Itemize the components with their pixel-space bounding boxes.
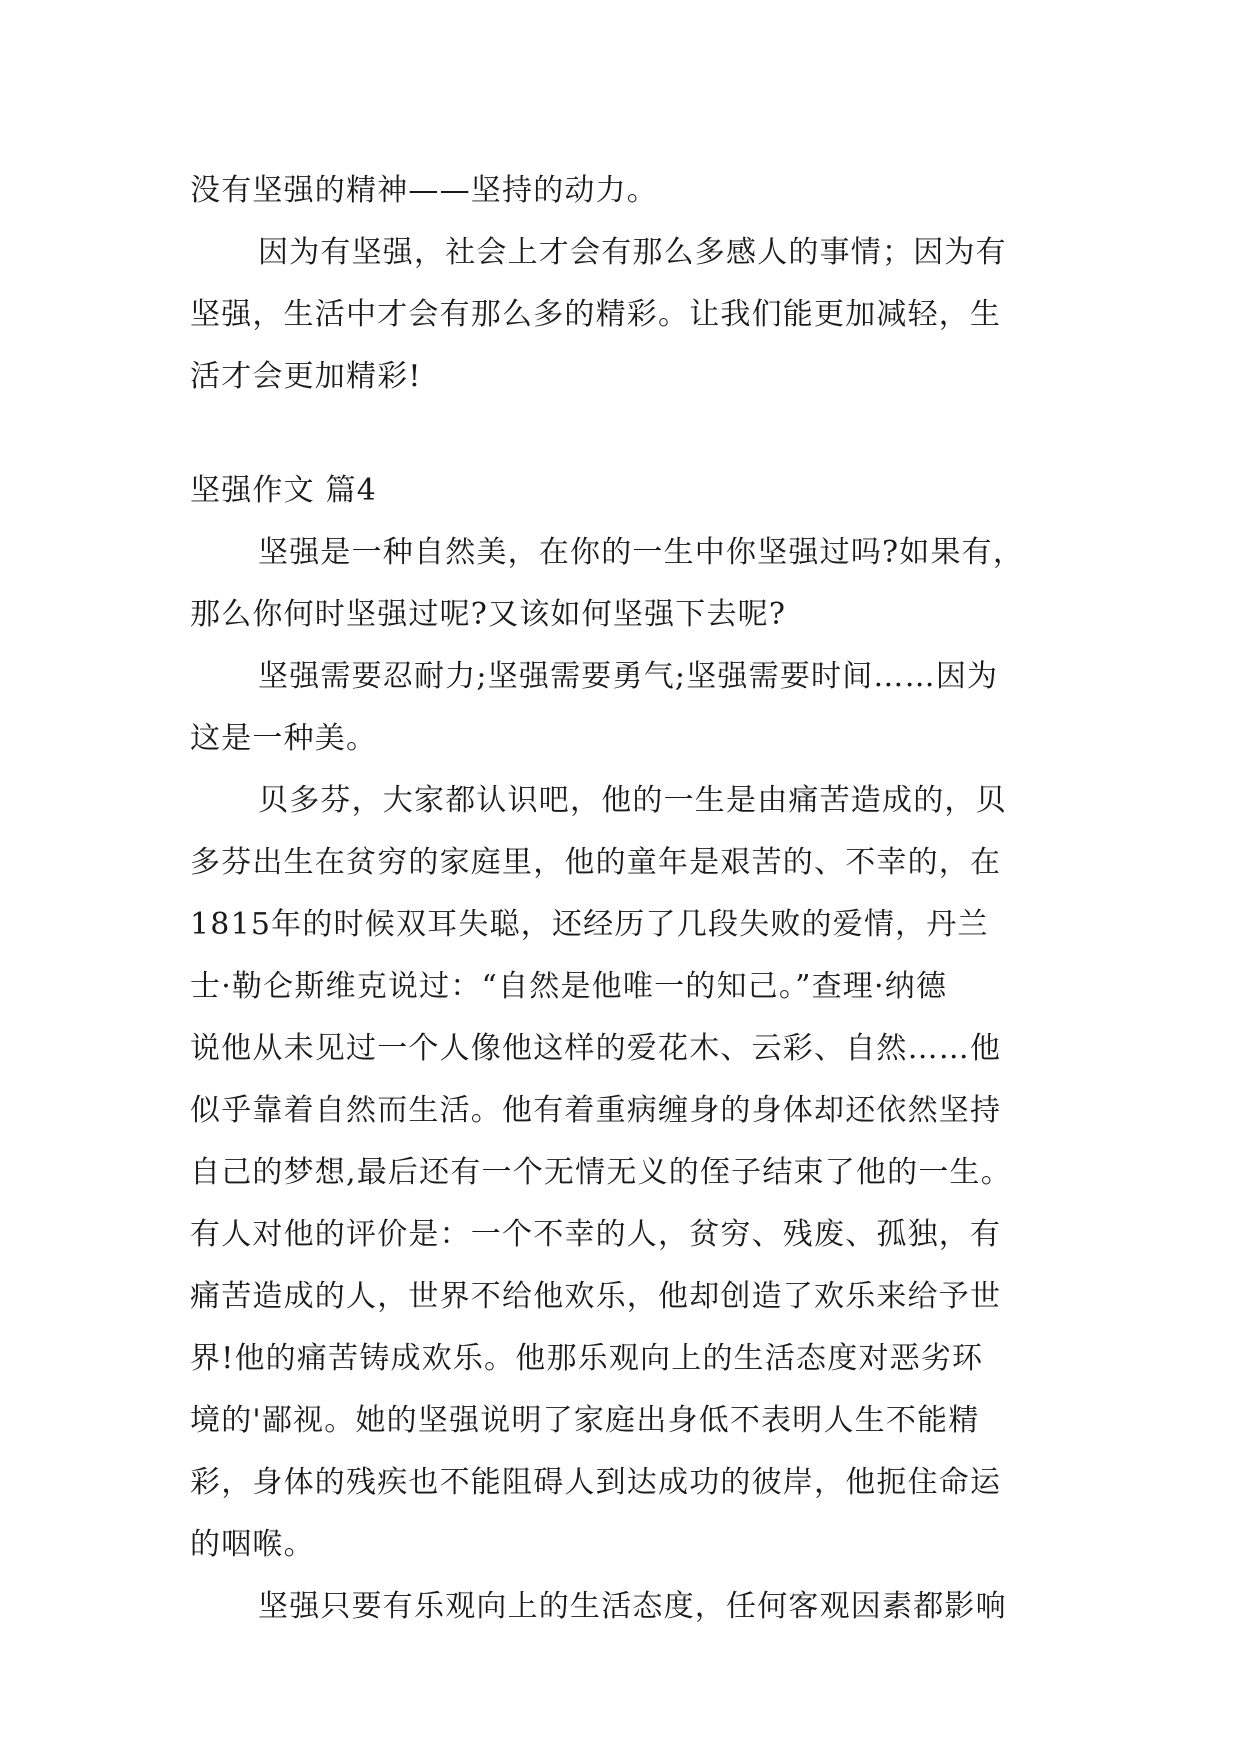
paragraph-line: 1815年的时候双耳失聪，还经历了几段失败的爱情，丹兰 bbox=[190, 907, 989, 942]
paragraph-line: 多芬出生在贫穷的家庭里，他的童年是艰苦的、不幸的，在 bbox=[190, 845, 1002, 880]
paragraph-attitude bbox=[190, 1576, 1065, 1638]
paragraph-line: 的咽喉。 bbox=[190, 1527, 315, 1562]
paragraph-line: 坚强，生活中才会有那么多的精彩。让我们能更加减轻，生 bbox=[190, 297, 1002, 332]
paragraph-line: 活才会更加精彩! bbox=[190, 359, 422, 394]
paragraph-line: 坚强是一种自然美，在你的一生中你坚强过吗?如果有， bbox=[258, 535, 1025, 570]
paragraph-because bbox=[190, 222, 1065, 408]
paragraph-line: 境的'鄙视。她的坚强说明了家庭出身低不表明人生不能精 bbox=[190, 1403, 980, 1438]
paragraph-line: 贝多芬，大家都认识吧，他的一生是由痛苦造成的，贝 bbox=[258, 783, 1007, 818]
paragraph-line: 界!他的痛苦铸成欢乐。他那乐观向上的生活态度对恶劣环 bbox=[190, 1341, 984, 1376]
paragraph-line: 有人对他的评价是：一个不幸的人，贫穷、残废、孤独，有 bbox=[190, 1217, 1002, 1252]
paragraph-line: 彩，身体的残疾也不能阻碍人到达成功的彼岸，他扼住命运 bbox=[190, 1465, 1002, 1500]
paragraph-line: 这是一种美。 bbox=[190, 721, 378, 756]
paragraph-line: 痛苦造成的人，世界不给他欢乐，他却创造了欢乐来给予世 bbox=[190, 1279, 1002, 1314]
section-spacer bbox=[190, 408, 1065, 460]
paragraph-line: 没有坚强的精神——坚持的动力。 bbox=[190, 173, 658, 208]
paragraph-line: 士·勒仑斯维克说过：“自然是他唯一的知己。”查理·纳德 bbox=[190, 969, 948, 1004]
paragraph-needs bbox=[190, 646, 1065, 770]
paragraph-line: 那么你何时坚强过呢?又该如何坚强下去呢? bbox=[190, 597, 787, 632]
paragraph-line: 坚强只要有乐观向上的生活态度，任何客观因素都影响 bbox=[258, 1589, 1007, 1624]
paragraph-line: 自己的梦想,最后还有一个无情无义的侄子结束了他的一生。 bbox=[190, 1155, 1012, 1190]
paragraph-beethoven bbox=[190, 770, 1065, 1576]
paragraph-line: 说他从未见过一个人像他这样的爱花木、云彩、自然……他 bbox=[190, 1031, 1002, 1066]
paragraph-continuation bbox=[190, 160, 1065, 222]
paragraph-line: 似乎靠着自然而生活。他有着重病缠身的身体却还依然坚持 bbox=[190, 1093, 1002, 1128]
document-page bbox=[190, 160, 1065, 1638]
paragraph-nature bbox=[190, 522, 1065, 646]
paragraph-line: 坚强需要忍耐力;坚强需要勇气;坚强需要时间……因为 bbox=[258, 659, 999, 694]
section-title: 坚强作文 篇4 bbox=[190, 473, 378, 508]
paragraph-line: 因为有坚强，社会上才会有那么多感人的事情；因为有 bbox=[258, 235, 1007, 270]
